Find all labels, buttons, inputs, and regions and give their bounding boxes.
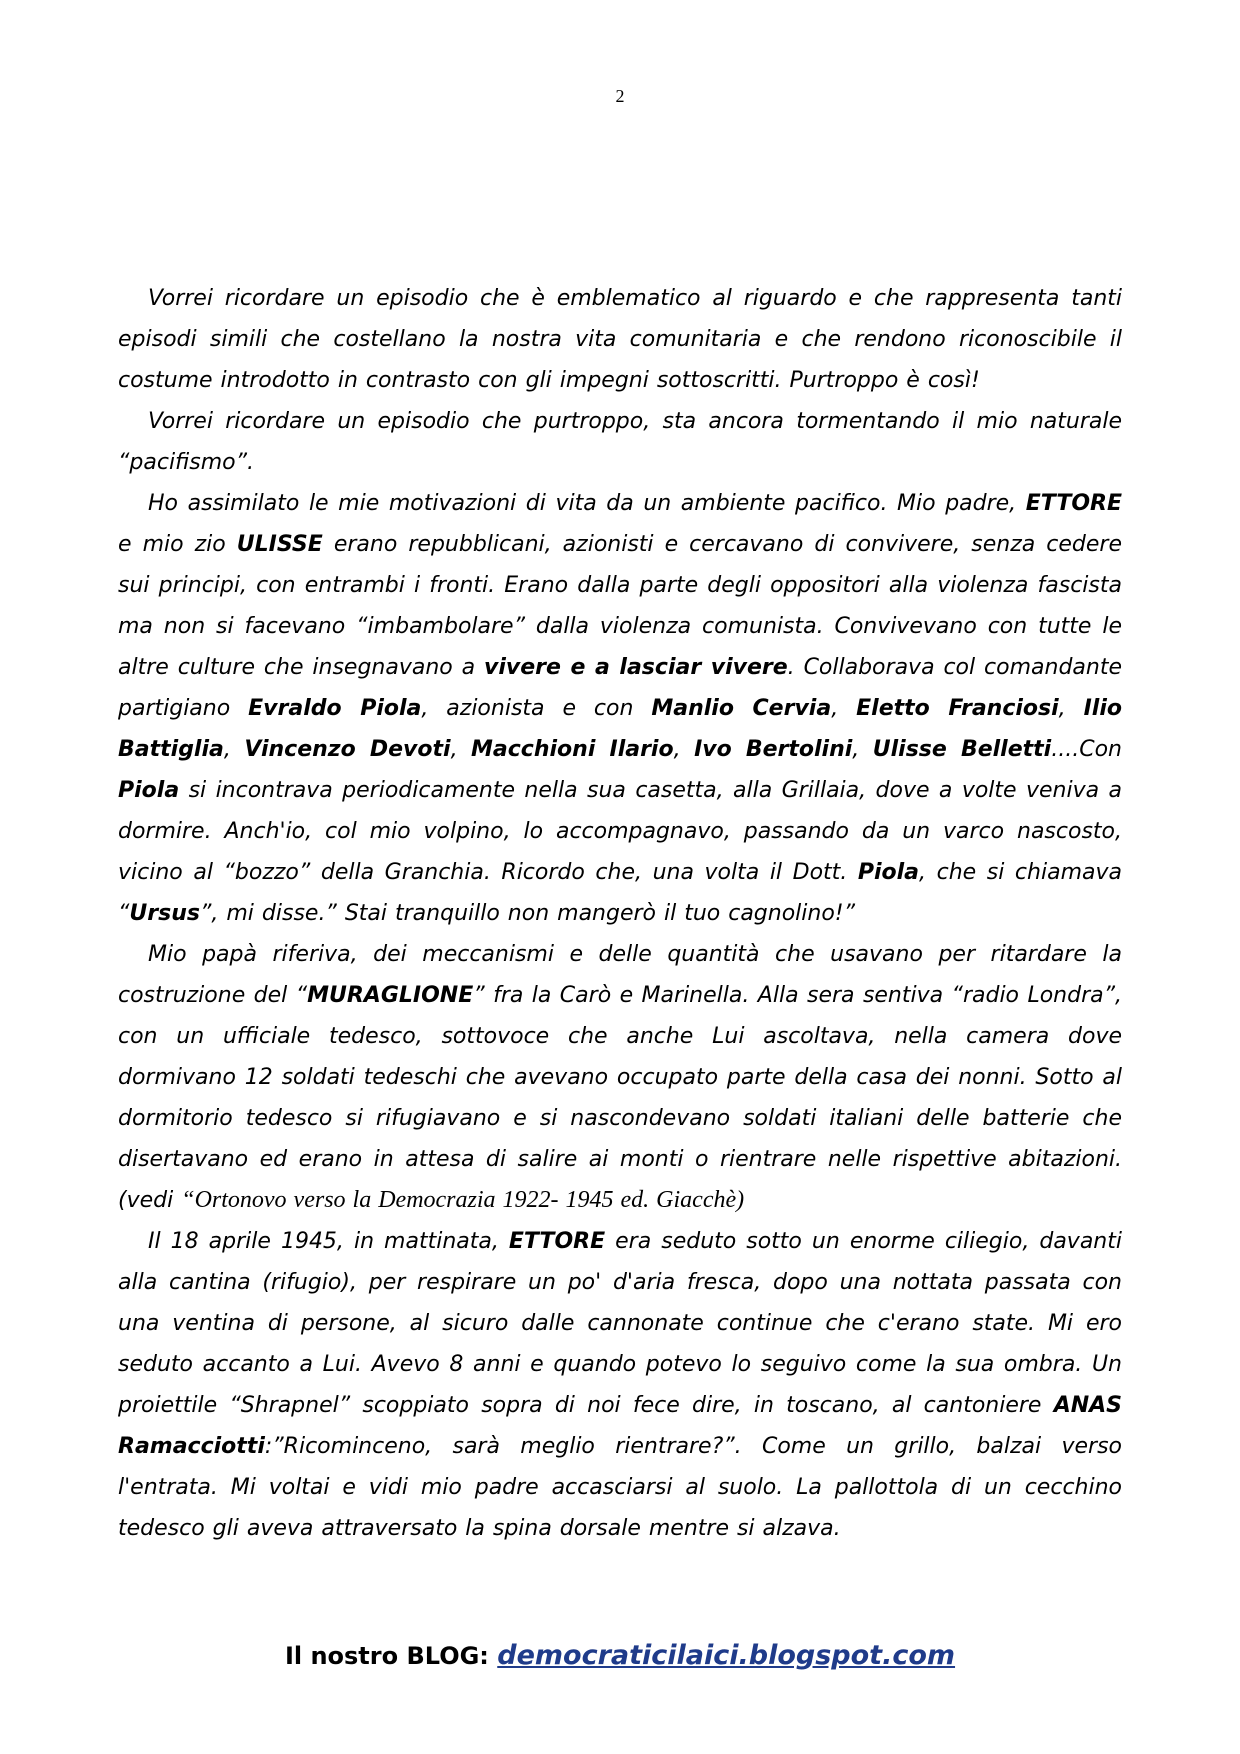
paragraph-1 [118, 278, 1122, 401]
paragraph-5 [118, 1221, 1122, 1549]
blog-label: Il nostro BLOG: [284, 1642, 498, 1670]
paragraph-2 [118, 401, 1122, 483]
page-number: 2 [615, 86, 625, 106]
name-ilio-battiglia: Ilio Battiglia [118, 696, 1122, 762]
book-reference: “Ortonovo verso la Democrazia 1922- 1945 ed. Giacchè) [181, 1187, 745, 1213]
blog-footer [0, 1640, 1240, 1671]
text-run: ” fra la Carò e Marinella. Alla sera sentiva “radio Londra”, con un ufficiale tedesco, sottovoce che anche Lui ascoltava, nella camera dove dormivano 12 soldati tedeschi che avevano occupato parte della casa dei nonni. Sotto al dormitorio tedesco si rifugiavano e si nascondevano soldati italiani delle batterie che disertavano ed erano in attesa di salire ai monti o rientrare nelle rispettive abitazioni. (vedi [118, 983, 1122, 1213]
paragraph-3 [118, 483, 1122, 934]
name-macchioni-ilario: Macchioni Ilario [471, 737, 674, 762]
text-run: , [450, 737, 472, 762]
text-run: , azionista e con [421, 696, 652, 721]
text-run: , [852, 737, 873, 762]
name-piola: Piola [857, 860, 920, 885]
text-run: , [223, 737, 245, 762]
body-text [118, 278, 1122, 1549]
name-ursus: Ursus [129, 901, 200, 926]
name-ettore: ETTORE [508, 1229, 606, 1254]
text-run: , che si chiamava “ [118, 860, 1122, 926]
phrase-vivere: vivere e a lasciar vivere [484, 655, 788, 680]
name-manlio-cervia: Manlio Cervia [651, 696, 832, 721]
term-muraglione: MURAGLIONE [307, 983, 474, 1008]
text-run: Mio papà riferiva, dei meccanismi e delle quantità che usavano per ritardare la costruzione del “ [118, 942, 1122, 1008]
text-run: :”Ricominceno, sarà meglio rientrare?”. Come un grillo, balzai verso l'entrata. Mi voltai e vidi mio padre accasciarsi al suolo. La pallottola di un cecchino tedesco gli aveva attraversato la spina dorsale mentre si alzava. [118, 1434, 1122, 1541]
name-ulisse-belletti: Ulisse Belletti [872, 737, 1052, 762]
name-vincenzo-devoti: Vincenzo Devoti [244, 737, 451, 762]
name-evraldo-piola: Evraldo Piola [248, 696, 422, 721]
text-run: Vorrei ricordare un episodio che è emblematico al riguardo e che rappresenta tanti episodi simili che costellano la nostra vita comunitaria e che rendono riconoscibile il costume introdotto in contrasto con gli impegni sottoscritti. Purtroppo è così! [118, 286, 1122, 393]
blog-link[interactable]: democraticilaici.blogspot.com [497, 1640, 956, 1671]
name-ivo-bertolini: Ivo Bertolini [694, 737, 853, 762]
text-run: Il 18 aprile 1945, in mattinata, [148, 1229, 509, 1254]
text-run: , [1058, 696, 1084, 721]
name-ulisse: ULISSE [236, 532, 323, 557]
text-run: , [673, 737, 695, 762]
text-run: Ho assimilato le mie motivazioni di vita da un ambiente pacifico. Mio padre, [148, 491, 1026, 516]
text-run: erano repubblicani, azionisti e cercavano di convivere, senza cedere sui principi, con entrambi i fronti. Erano dalla parte degli oppositori alla violenza fascista ma non si facevano “imbambolare” dalla violenza comunista. Convivevano con tutte le altre culture che insegnavano a [118, 532, 1122, 680]
text-run: ”, mi disse.” Stai tranquillo non mangerò il tuo cagnolino!” [199, 901, 856, 926]
text-run: . Collaborava col comandante partigiano [118, 655, 1122, 721]
name-anas-ramacciotti: ANAS Ramacciotti [118, 1393, 1122, 1459]
paragraph-4 [118, 934, 1122, 1221]
text-run: ....Con [1051, 737, 1122, 762]
text-run: Vorrei ricordare un episodio che purtroppo, sta ancora tormentando il mio naturale “pacifismo”. [118, 409, 1122, 475]
text-run: era seduto sotto un enorme ciliegio, davanti alla cantina (rifugio), per respirare un po' d'aria fresca, dopo una nottata passata con una ventina di persone, al sicuro dalle cannonate continue che c'erano state. Mi ero seduto accanto a Lui. Avevo 8 anni e quando potevo lo seguivo come la sua ombra. Un proiettile “Shrapnel” scoppiato sopra di noi fece dire, in toscano, al cantoniere [118, 1229, 1122, 1418]
text-run: si incontrava periodicamente nella sua casetta, alla Grillaia, dove a volte veniva a dormire. Anch'io, col mio volpino, lo accompagnavo, passando da un varco nascosto, vicino al “bozzo” della Granchia. Ricordo che, una volta il Dott. [118, 778, 1122, 885]
text-run: e mio zio [118, 532, 237, 557]
text-run: , [831, 696, 857, 721]
name-ettore: ETTORE [1025, 491, 1122, 516]
name-piola: Piola [118, 778, 180, 803]
name-eletto-franciosi: Eletto Franciosi [856, 696, 1059, 721]
